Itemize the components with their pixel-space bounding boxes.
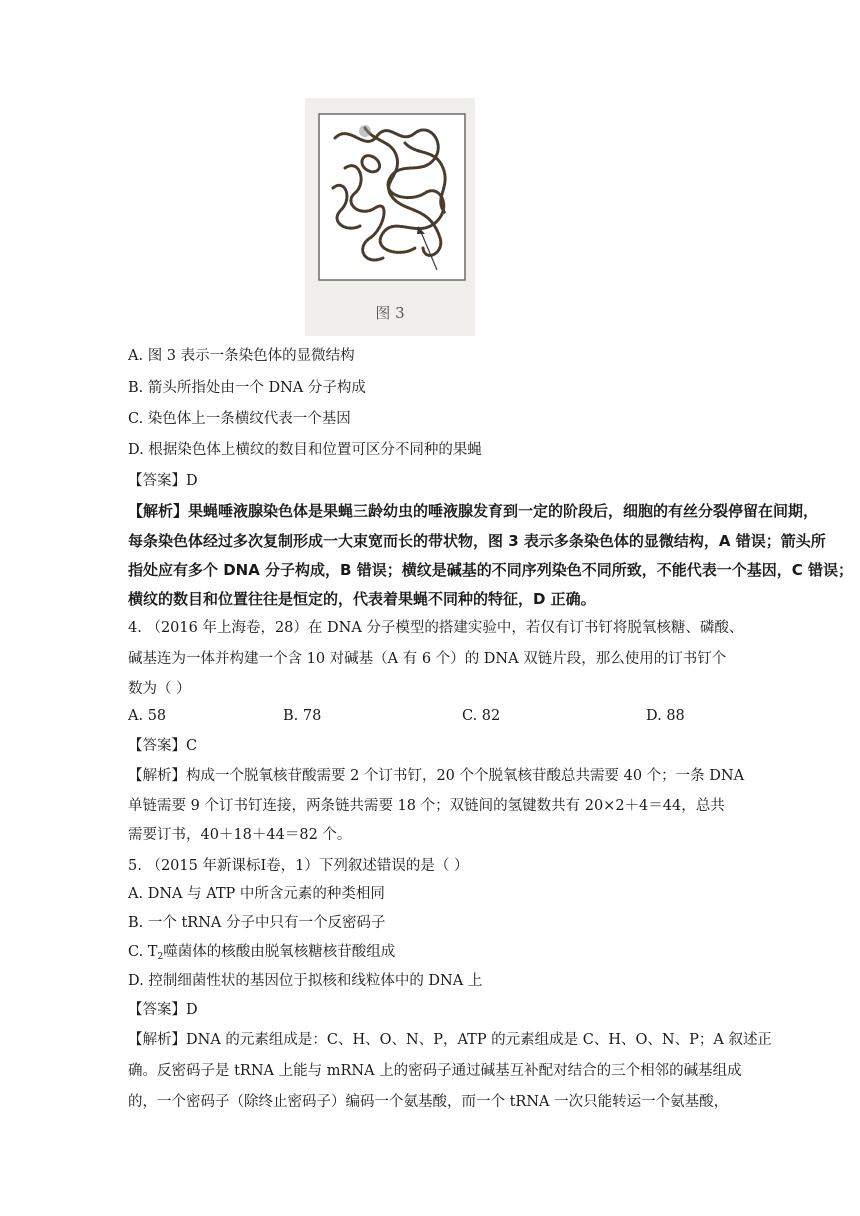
q5-option-c xyxy=(128,942,820,967)
q3-analysis-line-1: 【解析】果蝇唾液腺染色体是果蝇三龄幼虫的唾液腺发育到一定的阶段后，细胞的有丝分裂停留在间期， xyxy=(128,502,819,520)
q5-option-c-text: 噬菌体的核酸由脱氧核糖核苷酸组成 xyxy=(163,944,396,960)
q4-stem-line-3: 数为（ ） xyxy=(128,681,191,697)
q3-analysis-line-2: 每条染色体经过多次复制形成一大束宽而长的带状物，图 3 表示多条染色体的显微结构，A 错误；箭头所 xyxy=(128,532,826,550)
q5-option-b: B. 一个 tRNA 分子中只有一个反密码子 xyxy=(128,915,386,931)
q4-option-c: C. 82 xyxy=(462,708,501,724)
q3-analysis-line-3: 指处应有多个 DNA 分子构成，B 错误；横纹是碱基的不同序列染色不同所致，不能代表一个基因，C 错误； xyxy=(128,561,853,579)
q4-option-d: D. 88 xyxy=(646,708,685,724)
q5-stem: 5. （2015 年新课标Ⅰ卷，1）下列叙述错误的是（ ） xyxy=(128,858,469,874)
q4-option-b: B. 78 xyxy=(283,708,322,724)
q4-answer: 【答案】C xyxy=(128,738,198,754)
q4-analysis-line-3: 需要订书，40＋18＋44＝82 个。 xyxy=(128,827,352,843)
figure-caption: 图 3 xyxy=(375,304,405,322)
q3-answer: 【答案】D xyxy=(128,473,198,489)
q5-option-c-subscript: 2 xyxy=(157,952,164,962)
q4-analysis-line-1: 【解析】构成一个脱氧核苷酸需要 2 个订书钉，20 个个脱氧核苷酸总共需要 40 个；一条 DNA xyxy=(128,768,745,784)
chromosome-micrograph-icon xyxy=(305,98,475,336)
q3-option-c: C. 染色体上一条横纹代表一个基因 xyxy=(128,411,351,427)
q4-option-a: A. 58 xyxy=(128,708,167,724)
q5-option-a: A. DNA 与 ATP 中所含元素的种类相同 xyxy=(128,886,385,902)
q3-option-a: A. 图 3 表示一条染色体的显微结构 xyxy=(128,348,355,364)
q5-analysis-line-1: 【解析】DNA 的元素组成是：C、H、O、N、P，ATP 的元素组成是 C、H、O、N、P；A 叙述正 xyxy=(128,1032,772,1048)
q5-option-d: D. 控制细菌性状的基因位于拟核和线粒体中的 DNA 上 xyxy=(128,973,483,989)
q5-option-c-prefix: C. T xyxy=(128,944,158,960)
figure-3 xyxy=(305,98,475,336)
q5-analysis-line-3: 的，一个密码子（除终止密码子）编码一个氨基酸，而一个 tRNA 一次只能转运一个氨基酸， xyxy=(128,1094,729,1110)
q5-analysis-line-2: 确。反密码子是 tRNA 上能与 mRNA 上的密码子通过碱基互补配对结合的三个相邻的碱基组成 xyxy=(128,1063,742,1079)
q4-stem-line-1: 4. （2016 年上海卷，28）在 DNA 分子模型的搭建实验中，若仅有订书钉将脱氧核糖、磷酸、 xyxy=(128,620,744,636)
q3-analysis-line-4: 横纹的数目和位置往往是恒定的，代表着果蝇不同种的特征，D 正确。 xyxy=(128,590,596,608)
q3-option-b: B. 箭头所指处由一个 DNA 分子构成 xyxy=(128,380,366,396)
q5-answer: 【答案】D xyxy=(128,1002,198,1018)
q4-analysis-line-2: 单链需要 9 个订书钉连接，两条链共需要 18 个；双链间的氢键数共有 20×2＋4＝44，总共 xyxy=(128,798,725,814)
q3-option-d: D. 根据染色体上横纹的数目和位置可区分不同种的果蝇 xyxy=(128,442,482,458)
q4-stem-line-2: 碱基连为一体并构建一个含 10 对碱基（A 有 6 个）的 DNA 双链片段，那么使用的订书钉个 xyxy=(128,651,727,667)
